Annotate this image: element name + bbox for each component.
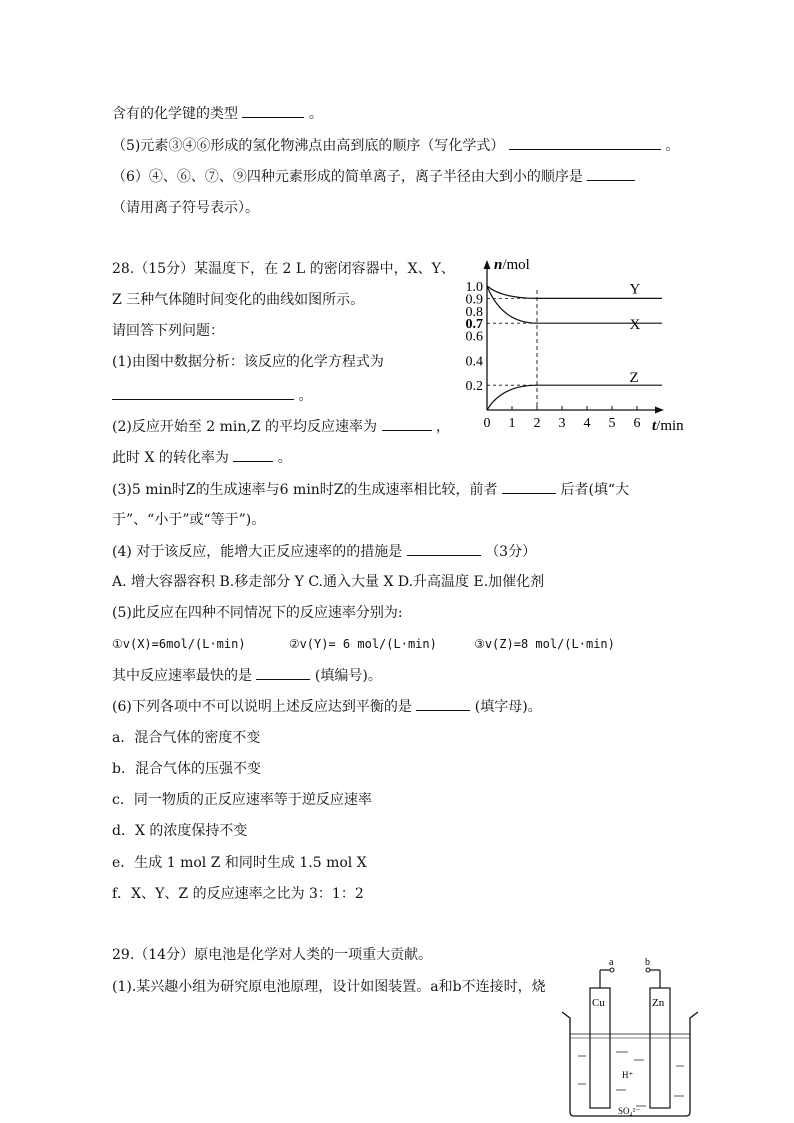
q27-item6-cont: （请用离子符号表示）。 xyxy=(112,200,259,216)
q28-p2b-text: 此时 X 的转化率为 xyxy=(112,450,229,466)
y-tick-label: 0.9 xyxy=(465,292,483,308)
q28-p4-end: （3分） xyxy=(485,544,537,560)
galvanic-cell-diagram xyxy=(556,956,706,1121)
series-line-z xyxy=(487,385,662,410)
x-axis-arrow xyxy=(655,407,664,414)
answer-blank[interactable] xyxy=(416,696,470,711)
terminal-a[interactable] xyxy=(610,968,614,972)
q28-p6-end: (填字母)。 xyxy=(474,699,542,715)
answer-blank[interactable] xyxy=(233,447,273,462)
zn-label: Zn xyxy=(652,997,665,1009)
punct: 。 xyxy=(665,138,680,154)
y-tick-label: 0.7 xyxy=(465,317,483,333)
option-d: d．X 的浓度保持不变 xyxy=(112,823,248,839)
series-labels xyxy=(630,281,641,386)
x-tick-label: 0 xyxy=(483,416,491,431)
punct: ， xyxy=(435,419,450,435)
x-tick-label: 4 xyxy=(583,416,591,431)
q28-p4 xyxy=(112,541,536,562)
q28-p5q-end: (填编号)。 xyxy=(314,668,382,684)
y-axis-label: n/mol xyxy=(494,257,530,273)
dashed-guides xyxy=(487,298,537,385)
q28-p3b: 于”、“小于”或“等于”)。 xyxy=(112,512,266,528)
rate-2: ②v(Y)= 6 mol/(L·min) xyxy=(288,637,437,651)
punct: 。 xyxy=(308,106,323,122)
answer-blank[interactable] xyxy=(256,665,310,680)
q28-p3a-end: 后者(填“大 xyxy=(560,482,630,498)
q28-intro-1: 28.（15分）某温度下，在 2 L 的密闭容器中，X、Y、 xyxy=(112,261,455,277)
answer-blank[interactable] xyxy=(502,479,556,494)
punct: 。 xyxy=(277,450,292,466)
x-tick-label: 2 xyxy=(533,416,541,431)
y-tick-label: 0.6 xyxy=(465,329,483,345)
q28-p6 xyxy=(112,696,542,717)
q28-p1-answer xyxy=(112,385,312,406)
q28-p1: (1)由图中数据分析：该反应的化学方程式为 xyxy=(112,354,384,370)
punct: 。 xyxy=(298,388,313,404)
y-tick-label: 1.0 xyxy=(465,280,483,295)
q28-p5: (5)此反应在四种不同情况下的反应速率分别为: xyxy=(112,605,403,621)
q28-p4-options: A. 增大容器容积 B.移走部分 Y C.通入大量 X D.升高温度 E.加催化剂 xyxy=(112,574,545,590)
answer-blank[interactable] xyxy=(382,416,432,431)
q28-p5q-text: 其中反应速率最快的是 xyxy=(112,668,252,684)
q27-item6-text: （6）④、⑥、⑦、⑨四种元素形成的简单离子，离子半径由大到小的顺序是 xyxy=(112,169,583,185)
series-curves xyxy=(487,286,662,410)
x-tick-label: 3 xyxy=(558,416,566,431)
q28-p2a-text: (2)反应开始至 2 min,Z 的平均反应速率为 xyxy=(112,419,378,435)
x-tick-label: 1 xyxy=(508,416,516,431)
q27-item5-text: （5)元素③④⑥形成的氢化物沸点由高到底的顺序（写化学式） xyxy=(112,138,505,154)
beaker xyxy=(562,1012,698,1116)
answer-blank[interactable] xyxy=(509,135,661,150)
q29-p1: (1).某兴趣小组为研究原电池原理，设计如图装置。a和b不连接时，烧 xyxy=(112,979,546,995)
option-f: f．X、Y、Z 的反应速率之比为 3：1：2 xyxy=(112,886,364,902)
x-axis-label: t/min xyxy=(652,418,684,434)
x-tick-label: 5 xyxy=(608,416,616,431)
option-e: e．生成 1 mol Z 和同时生成 1.5 mol X xyxy=(112,855,367,871)
q28-p2a xyxy=(112,416,450,437)
q27-bond-type-line xyxy=(112,103,323,124)
rate-3: ③v(Z)=8 mol/(L·min) xyxy=(474,637,615,651)
label-a: a xyxy=(609,957,614,968)
y-tick-label: 0.8 xyxy=(465,304,483,320)
q27-line1-text: 含有的化学键的类型 xyxy=(112,106,238,122)
answer-blank[interactable] xyxy=(112,385,294,400)
label-b: b xyxy=(645,957,650,968)
reaction-graph xyxy=(458,250,698,440)
x-tick-label: 6 xyxy=(633,416,641,431)
y-axis-arrow xyxy=(484,260,491,269)
series-label-y: Y xyxy=(629,281,641,298)
y-tick-label: 0.4 xyxy=(465,354,483,370)
q28-intro-2: Z 三种气体随时间变化的曲线如图所示。 xyxy=(112,292,365,308)
y-tick-label: 0.2 xyxy=(465,379,483,395)
q28-p4-text: (4) 对于该反应，能增大正反应速率的的措施是 xyxy=(112,544,403,560)
q29-intro: 29.（14分）原电池是化学对人类的一项重大贡献。 xyxy=(112,947,433,963)
q28-p2b xyxy=(112,447,292,468)
series-label-z: Z xyxy=(629,370,639,387)
rate-1: ①v(X)=6mol/(L·min) xyxy=(112,637,246,651)
h-ion-label: H⁺ xyxy=(622,1070,634,1080)
option-a: a．混合气体的密度不变 xyxy=(112,730,261,746)
terminal-b[interactable] xyxy=(646,968,650,972)
q28-p5-question xyxy=(112,665,382,686)
series-label-x: X xyxy=(629,317,641,334)
q28-p3a-text: (3)5 min时Z的生成速率与6 min时Z的生成速率相比较，前者 xyxy=(112,482,498,498)
q27-item6 xyxy=(112,166,635,187)
answer-blank[interactable] xyxy=(242,103,304,118)
y-tick-labels xyxy=(466,280,484,394)
sulfate-ion-label: SO₄²⁻ xyxy=(618,1106,641,1116)
q27-item5 xyxy=(112,135,679,156)
answer-blank[interactable] xyxy=(587,166,635,181)
q28-p6-text: (6)下列各项中不可以说明上述反应达到平衡的是 xyxy=(112,699,412,715)
q28-p3a xyxy=(112,479,629,500)
option-c: c．同一物质的正反应速率等于逆反应速率 xyxy=(112,792,372,808)
q28-p5-rates xyxy=(112,634,615,654)
q28-prompt: 请回答下列问题： xyxy=(112,323,224,339)
option-b: b．混合气体的压强不变 xyxy=(112,761,261,777)
answer-blank[interactable] xyxy=(407,541,481,556)
cu-label: Cu xyxy=(592,997,605,1009)
